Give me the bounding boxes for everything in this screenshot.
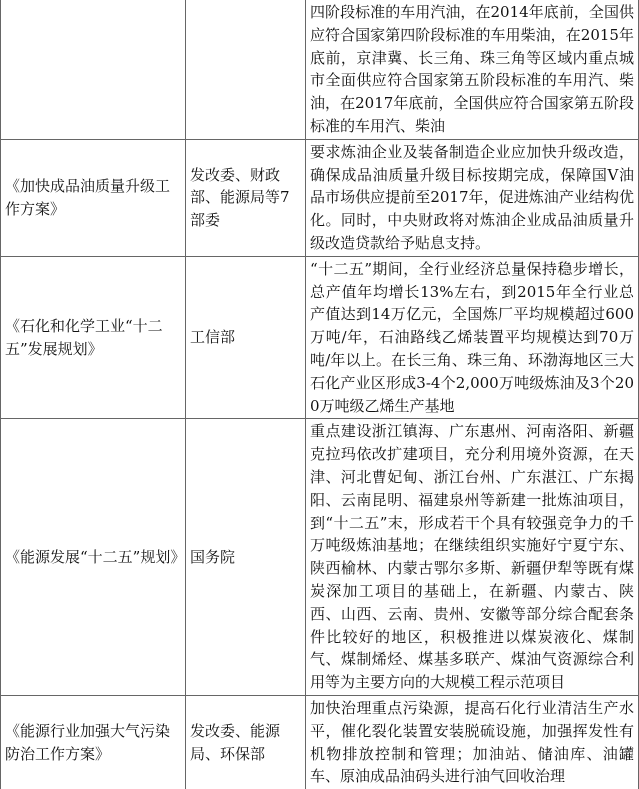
- issuer-cell: 发改委、财政部、能源局等7部委: [186, 139, 306, 256]
- issuer-cell: [186, 0, 306, 139]
- policy-content-cell: 要求炼油企业及装备制造企业应加快升级改造，确保成品油质量升级目标按期完成，保障国Ⅴ油品市场供应提前至2017年，促进炼油产业结构优化。同时，中央财政将对炼油企业成品油质量升级改造贷款给予贴息支持。: [306, 139, 639, 256]
- policy-name-cell: 《能源发展“十二五”规划》: [1, 419, 186, 696]
- issuer-cell: 工信部: [186, 256, 306, 419]
- table-row: [1, 0, 639, 139]
- policy-name-cell: 《加快成品油质量升级工作方案》: [1, 139, 186, 256]
- table-row: [1, 256, 639, 419]
- policy-name-cell: 《石化和化学工业“十二五”发展规划》: [1, 256, 186, 419]
- issuer-cell: 发改委、能源局、环保部: [186, 695, 306, 789]
- table-row: [1, 419, 639, 696]
- issuer-cell: 国务院: [186, 419, 306, 696]
- table-row: [1, 139, 639, 256]
- policy-content-cell: 加快治理重点污染源，提高石化行业清洁生产水平，催化裂化装置安装脱硫设施，加强挥发性有机物排放控制和管理；加油站、储油库、油罐车、原油成品油码头进行油气回收治理: [306, 695, 639, 789]
- policy-content-cell: 重点建设浙江镇海、广东惠州、河南洛阳、新疆克拉玛依改扩建项目，充分利用境外资源，在天津、河北曹妃甸、浙江台州、广东湛江、广东揭阳、云南昆明、福建泉州等新建一批炼油项目，到“十二五”末，形成若干个具有较强竞争力的千万吨级炼油基地；在继续组织实施好宁夏宁东、陕西榆林、内蒙古鄂尔多斯、新疆伊犁等既有煤炭深加工项目的基础上，在新疆、内蒙古、陕西、山西、云南、贵州、安徽等部分综合配套条件比较好的地区，积极推进以煤炭液化、煤制气、煤制烯烃、煤基多联产、煤油气资源综合利用等为主要方向的大规模工程示范项目: [306, 419, 639, 696]
- table-row: [1, 695, 639, 789]
- policy-content-cell: “十二五”期间，全行业经济总量保持稳步增长，总产值年均增长13%左右，到2015年全行业总产值达到14万亿元，全国炼厂平均规模超过600万吨/年，石油路线乙烯装置平均规模达到70万吨/年以上。在长三角、珠三角、环渤海地区三大石化产业区形成3-4个2,000万吨级炼油及3个200万吨级乙烯生产基地: [306, 256, 639, 419]
- policy-content-cell: 四阶段标准的车用汽油，在2014年底前，全国供应符合国家第四阶段标准的车用柴油，在2015年底前，京津冀、长三角、珠三角等区域内重点城市全面供应符合国家第五阶段标准的车用汽、柴油，在2017年底前，全国供应符合国家第五阶段标准的车用汽、柴油: [306, 0, 639, 139]
- policy-name-cell: 《能源行业加强大气污染防治工作方案》: [1, 695, 186, 789]
- policy-name-cell: [1, 0, 186, 139]
